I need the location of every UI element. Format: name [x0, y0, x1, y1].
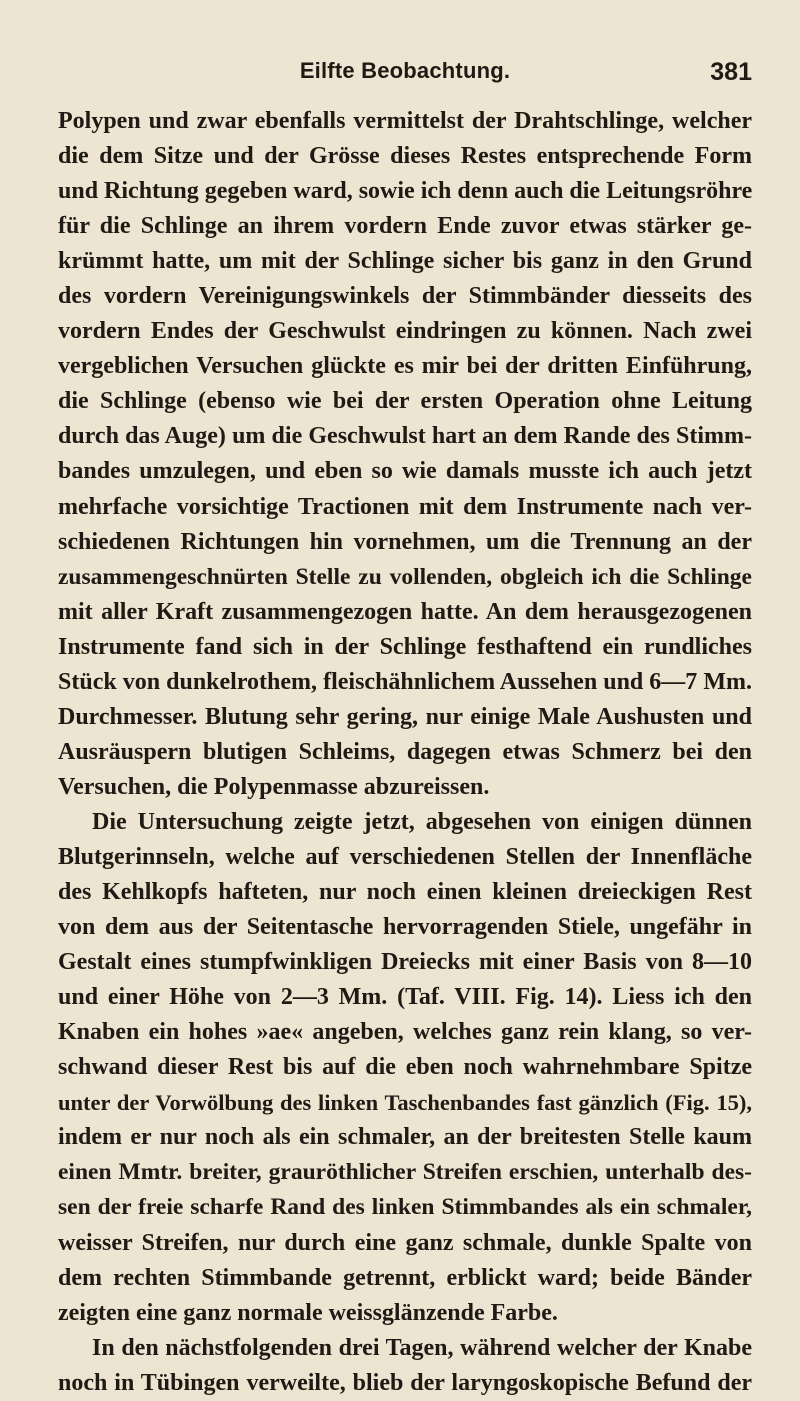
text-line: zeigten eine ganz normale weissglänzende Farbe.	[58, 1299, 558, 1326]
running-header	[58, 58, 752, 88]
text-line: Polypen und zwar ebenfalls vermittelst der Drahtschlinge, welcher	[58, 108, 752, 134]
text-line: Stück von dunkelrothem, fleischähnlichem Aussehen und 6—7 Mm.	[58, 668, 752, 695]
text-line: vergeblichen Versuchen glückte es mir bei der dritten Einführung,	[58, 353, 752, 380]
text-line: des vordern Vereinigungswinkels der Stimmbänder diesseits des	[58, 283, 752, 310]
text-line: und Richtung gegeben ward, sowie ich denn auch die Leitungsröhre	[58, 178, 752, 205]
text-line: Gestalt eines stumpfwinkligen Dreiecks mit einer Basis von 8—10	[58, 949, 752, 976]
text-line: und einer Höhe von 2—3 Mm. (Taf. VIII. Fig. 14). Liess ich den	[58, 984, 752, 1011]
body-text	[58, 104, 752, 1401]
text-line: unter der Vorwölbung des linken Taschenbandes fast gänzlich (Fig. 15),	[58, 1090, 752, 1116]
text-line: für die Schlinge an ihrem vordern Ende zuvor etwas stärker ge-	[58, 213, 752, 240]
text-line: von dem aus der Seitentasche hervorragenden Stiele, ungefähr in	[58, 914, 752, 941]
text-line: weisser Streifen, nur durch eine ganz schmale, dunkle Spalte von	[58, 1229, 752, 1256]
text-line: die dem Sitze und der Grösse dieses Restes entsprechende Form	[58, 143, 752, 170]
text-line: noch in Tübingen verweilte, blieb der laryngoskopische Befund der	[58, 1369, 752, 1396]
text-line: Durchmesser. Blutung sehr gering, nur einige Male Aushusten und	[58, 703, 752, 730]
text-line: In den nächstfolgenden drei Tagen, während welcher der Knabe	[92, 1334, 752, 1361]
text-line: Versuchen, die Polypenmasse abzureissen.	[58, 773, 490, 800]
text-line: dem rechten Stimmbande getrennt, erblickt ward; beide Bänder	[58, 1264, 752, 1291]
text-line: des Kehlkopfs hafteten, nur noch einen kleinen dreieckigen Rest	[58, 879, 752, 906]
text-line: mehrfache vorsichtige Tractionen mit dem Instrumente nach ver-	[58, 493, 752, 520]
text-line: mit aller Kraft zusammengezogen hatte. An dem herausgezogenen	[58, 598, 752, 625]
text-line: Knaben ein hohes »ae« angeben, welches ganz rein klang, so ver-	[58, 1019, 752, 1046]
text-line: Instrumente fand sich in der Schlinge festhaftend ein rundliches	[58, 633, 752, 660]
text-line: vordern Endes der Geschwulst eindringen zu können. Nach zwei	[58, 318, 752, 345]
text-line: bandes umzulegen, und eben so wie damals musste ich auch jetzt	[58, 458, 752, 485]
page-number: 381	[710, 58, 752, 86]
text-line: krümmt hatte, um mit der Schlinge sicher bis ganz in den Grund	[58, 248, 752, 275]
text-line: zusammengeschnürten Stelle zu vollenden, obgleich ich die Schlinge	[58, 563, 752, 590]
running-title: Eilfte Beobachtung.	[299, 58, 511, 83]
text-line: Die Untersuchung zeigte jetzt, abgesehen von einigen dünnen	[92, 808, 752, 835]
text-line: schwand dieser Rest bis auf die eben noch wahrnehmbare Spitze	[58, 1054, 752, 1081]
text-line: Ausräuspern blutigen Schleims, dagegen etwas Schmerz bei den	[58, 738, 752, 765]
text-line: Blutgerinnseln, welche auf verschiedenen Stellen der Innenfläche	[58, 843, 752, 870]
text-line: durch das Auge) um die Geschwulst hart an dem Rande des Stimm-	[58, 423, 752, 450]
text-line: indem er nur noch als ein schmaler, an der breitesten Stelle kaum	[58, 1124, 752, 1151]
text-line: einen Mmtr. breiter, grauröthlicher Streifen erschien, unterhalb des-	[58, 1159, 752, 1186]
text-line: die Schlinge (ebenso wie bei der ersten Operation ohne Leitung	[58, 388, 752, 415]
text-line: schiedenen Richtungen hin vornehmen, um die Trennung an der	[58, 528, 752, 555]
text-line: sen der freie scharfe Rand des linken Stimmbandes als ein schmaler,	[58, 1194, 752, 1221]
